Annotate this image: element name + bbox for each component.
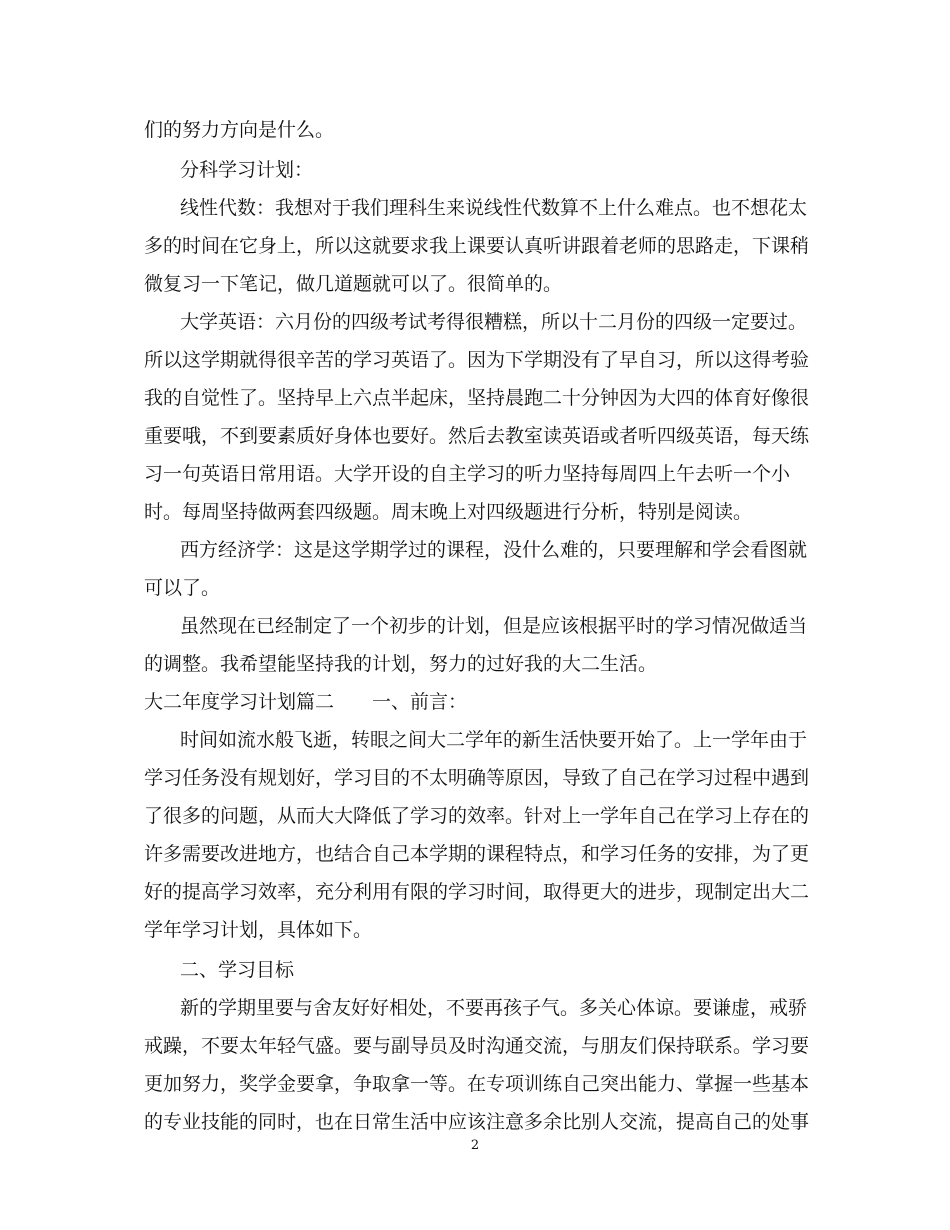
text-line: 我的自觉性了。坚持早上六点半起床，坚持晨跑二十分钟因为大四的体育好像很 (144, 387, 810, 409)
text-line: 的调整。我希望能坚持我的计划，努力的过好我的大二生活。 (144, 653, 658, 675)
text-line: 虽然现在已经制定了一个初步的计划，但是应该根据平时的学习情况做适当 (180, 615, 808, 637)
text-line: 多的时间在它身上，所以这就要求我上课要认真听讲跟着老师的思路走，下课稍 (144, 235, 810, 257)
section-heading: 分科学习计划： (180, 159, 314, 181)
text-line: 戒躁，不要太年轻气盛。要与副导员及时沟通交流，与朋友们保持联系。学习要 (144, 1035, 810, 1057)
text-line: 好的提高学习效率，充分利用有限的学习时间，取得更大的进步，现制定出大二 (144, 881, 810, 903)
text-line: 更加努力，奖学金要拿，争取拿一等。在专项训练自己突出能力、掌握一些基本 (144, 1073, 810, 1095)
section-heading: 二、学习目标 (180, 959, 295, 981)
text-line: 时间如流水般飞逝，转眼之间大二学年的新生活快要开始了。上一学年由于 (180, 729, 808, 751)
text-line: 大学英语：六月份的四级考试考得很糟糕，所以十二月份的四级一定要过。 (180, 311, 808, 333)
text-line: 学年学习计划，具体如下。 (144, 919, 373, 941)
text-line: 的专业技能的同时，也在日常生活中应该注意多余比别人交流，提高自己的处事 (144, 1111, 810, 1133)
text-line: 所以这学期就得很辛苦的学习英语了。因为下学期没有了早自习，所以这得考验 (144, 349, 810, 371)
text-line: 习一句英语日常用语。大学开设的自主学习的听力坚持每周四上午去听一个小 (144, 463, 791, 485)
text-line: 微复习一下笔记，做几道题就可以了。很简单的。 (144, 273, 563, 295)
section-heading: 大二年度学习计划篇二 一、前言： (144, 691, 468, 713)
text-line: 们的努力方向是什么。 (144, 119, 335, 141)
text-line: 新的学期里要与舍友好好相处，不要再孩子气。多关心体谅。要谦虚，戒骄 (180, 997, 808, 1019)
text-line: 可以了。 (144, 577, 221, 599)
text-line: 许多需要改进地方，也结合自己本学期的课程特点，和学习任务的安排，为了更 (144, 843, 810, 865)
text-line: 重要哦，不到要素质好身体也要好。然后去教室读英语或者听四级英语，每天练 (144, 425, 810, 447)
text-line: 了很多的问题，从而大大降低了学习的效率。针对上一学年自己在学习上存在的 (144, 805, 810, 827)
text-line: 线性代数：我想对于我们理科生来说线性代数算不上什么难点。也不想花太 (180, 197, 808, 219)
text-line: 西方经济学：这是这学期学过的课程，没什么难的，只要理解和学会看图就 (180, 539, 808, 561)
text-line: 学习任务没有规划好，学习目的不太明确等原因，导致了自己在学习过程中遇到 (144, 767, 810, 789)
text-line: 时。每周坚持做两套四级题。周末晚上对四级题进行分析，特别是阅读。 (144, 501, 753, 523)
page-number: 2 (470, 1138, 480, 1153)
